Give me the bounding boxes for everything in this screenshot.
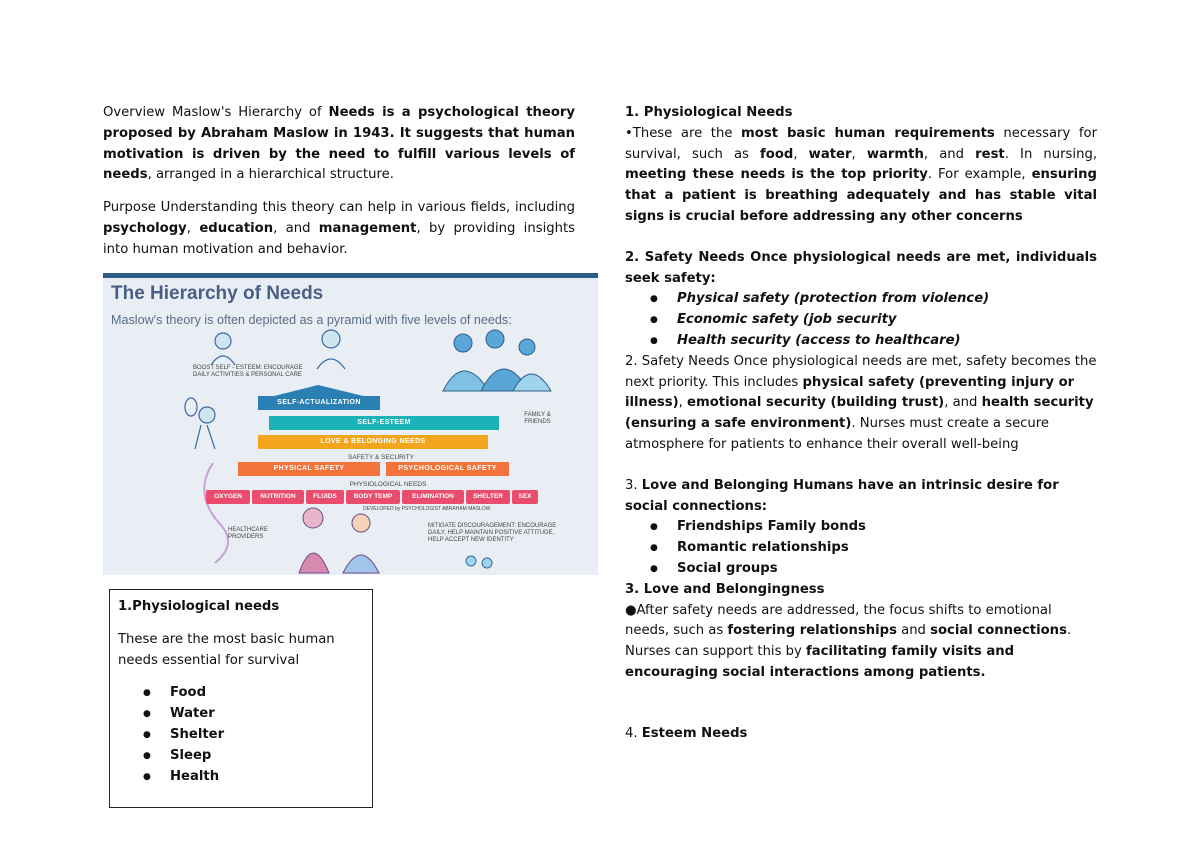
box-title [118, 597, 364, 618]
section-3-list [625, 517, 1097, 579]
list-item [118, 704, 364, 725]
section-3-heading-text: Love and Belonging Humans have an intrinsic desire for social connections: [625, 477, 1059, 514]
s3-num: 3. [625, 477, 642, 493]
infographic-title: The Hierarchy of Needs [111, 283, 324, 304]
section-4-heading-text: Esteem Needs [641, 725, 748, 741]
s4-num: 4. [625, 725, 642, 741]
overview-text: Overview Maslow's Hierarchy of [103, 105, 329, 120]
healthcare-providers-note: HEALTHCARE PROVIDERS [228, 527, 268, 540]
s3-bold: social connections [930, 623, 1067, 639]
purpose-sep-2: , and [273, 220, 319, 236]
s2-text: 2. Safety Needs Once physiological needs are met, safety becomes the next priority. This includes [625, 353, 1097, 390]
physiological-needs-label: PHYSIOLOGICAL NEEDS [349, 481, 427, 488]
s1-bold: food [760, 146, 794, 162]
s1-text: , [851, 146, 867, 162]
caregiver-patient-icon [299, 508, 379, 573]
overview-paragraph [103, 103, 575, 186]
section-2-heading [625, 248, 1097, 290]
list-item [118, 767, 364, 788]
list-item [625, 559, 1097, 580]
family-group-icon [443, 330, 551, 391]
s1-bold: meeting these needs is the top priority [625, 167, 928, 183]
developed-by-note: DEVELOPED by PSYCHOLOGIST ABRAHAM MASLOW [363, 506, 491, 512]
s2-item: Economic safety (job security [677, 312, 897, 328]
purpose-text-end: , by providing insights into human motivation and behavior. [103, 220, 576, 257]
infographic-subtitle: Maslow's theory is often depicted as a pyramid with five levels of needs: [111, 313, 512, 327]
boost-self-esteem-note: BOOST SELF - ESTEEM: ENCOURAGE DAILY ACTIVITIES & PERSONAL CARE [193, 365, 303, 378]
list-item [625, 517, 1097, 538]
overview-bold: Needs is a psychological theory proposed by Abraham Maslow in 1943. [103, 105, 576, 141]
hierarchy-infographic [103, 273, 598, 575]
s3-item: Social groups [677, 560, 778, 576]
person-icon [211, 333, 235, 365]
s1-text: , and [923, 146, 976, 162]
list-item [625, 331, 1097, 352]
section-1-heading-text: 1. Physiological Needs [625, 105, 793, 120]
s2-item: Physical safety (protection from violence) [677, 291, 990, 307]
s3-text: and [896, 623, 931, 639]
s3-text: . Nurses can support this by [625, 623, 1072, 660]
box-needs-list [118, 683, 364, 787]
section-4-heading [625, 724, 1097, 745]
s1-text: •These are the [625, 125, 742, 141]
physiological-needs-box [109, 589, 373, 808]
s1-text: . In nursing, [1004, 146, 1098, 162]
section-2-list [625, 289, 1097, 351]
small-figure-icon [466, 556, 492, 568]
s2-item: Health security (access to healthcare) [677, 332, 961, 348]
s2-bold: emotional security (building trust) [687, 395, 945, 411]
s1-text: . For example, [927, 167, 1032, 183]
s2-bold: physical safety (preventing injury or illness) [625, 374, 1075, 411]
s1-bold: rest [975, 146, 1005, 162]
list-item-shelter: Shelter [170, 726, 225, 742]
love-belonging-band: LOVE & BELONGING NEEDS [258, 435, 488, 449]
list-item [118, 725, 364, 746]
section-1-body [625, 124, 1097, 228]
s2-text: , and [944, 395, 982, 411]
list-item [118, 746, 364, 767]
section-3-body [625, 601, 1097, 684]
s3-item: Romantic relationships [677, 540, 849, 556]
s3-item: Friendships Family bonds [677, 519, 866, 535]
s1-bold: most basic human requirements [741, 125, 995, 141]
box-title-text: 1.Physiological needs [118, 599, 280, 614]
self-actualization-band: SELF-ACTUALIZATION [258, 396, 380, 410]
physical-safety-band: PHYSICAL SAFETY [238, 462, 380, 476]
list-item [625, 310, 1097, 331]
s3-bold: fostering relationships [727, 623, 897, 639]
section-1-heading [625, 103, 1097, 124]
purpose-bold-psychology: psychology [103, 220, 187, 236]
list-item [625, 538, 1097, 559]
s2-text: , [678, 395, 688, 411]
purpose-bold-management: management [318, 220, 417, 236]
pill-sex: SEX [512, 490, 538, 504]
mitigate-note: MITIGATE DISCOURAGEMENT: ENCOURAGE DAILY, HELP MAINTAIN POSITIVE ATTITUDE, HELP ACCEPT NEW IDENTITY [428, 523, 557, 543]
list-item [118, 683, 364, 704]
purpose-paragraph [103, 198, 575, 260]
list-item [625, 289, 1097, 310]
right-column [625, 103, 1097, 745]
self-esteem-band: SELF-ESTEEM [269, 416, 499, 430]
s1-text: necessary for survival, such as [625, 125, 1098, 162]
purpose-sep: , [186, 220, 200, 236]
purpose-text: Purpose Understanding this theory can help in various fields, including [103, 200, 575, 216]
family-friends-note: FAMILY & FRIENDS [524, 412, 551, 425]
section-2-body [625, 352, 1097, 456]
s2-text: . Nurses must create a secure atmosphere for patients to enhance their overall well-being [625, 416, 1050, 452]
s1-bold: water [808, 146, 852, 162]
psychological-safety-band: PSYCHOLOGICAL SAFETY [386, 462, 509, 476]
s2-bold: health security (ensuring a safe environment) [625, 395, 1094, 432]
overview-text-3: , arranged in a hierarchical structure. [147, 167, 394, 183]
s3-bold: facilitating family visits and encouraging social interactions among patients. [625, 644, 1015, 680]
list-item-health: Health [170, 768, 220, 784]
section-2-heading-text: 2. Safety Needs Once physiological needs are met, individuals seek safety: [625, 249, 1097, 286]
pill-nutrition: NUTRITION [252, 490, 304, 504]
section-3-subheading-text: 3. Love and Belongingness [625, 581, 825, 597]
pill-oxygen: OXYGEN [206, 490, 250, 504]
section-3-subheading [625, 580, 1097, 601]
list-item-water: Water [170, 706, 215, 722]
s1-bold: ensuring that a patient is breathing adequately and has stable vital signs is crucial before addressing any other concerns [625, 167, 1097, 224]
overview-text-2: It suggests that human motivation is driven by the need to fulfill various levels of needs [103, 125, 575, 183]
s3-text: ●After safety needs are addressed, the focus shifts to emotional needs, such as [625, 602, 1052, 639]
pill-body-temp: BODY TEMP [346, 490, 400, 504]
s1-text: , [793, 146, 809, 162]
section-3-heading [625, 476, 1097, 518]
pill-elimination: ELIMINATION [402, 490, 464, 504]
s1-bold: warmth [866, 146, 924, 162]
reader-icon [317, 330, 345, 369]
left-column [103, 103, 575, 261]
list-item-sleep: Sleep [170, 747, 212, 763]
box-description: These are the most basic human needs essential for survival [118, 631, 335, 668]
purpose-bold-education: education [199, 220, 274, 236]
pill-shelter: SHELTER [466, 490, 510, 504]
list-item-food: Food [170, 685, 207, 701]
swirl-line [204, 463, 228, 563]
tennis-player-icon [185, 398, 215, 449]
pill-fluids: FLUIDS [306, 490, 344, 504]
safety-security-label: SAFETY & SECURITY [348, 454, 414, 461]
